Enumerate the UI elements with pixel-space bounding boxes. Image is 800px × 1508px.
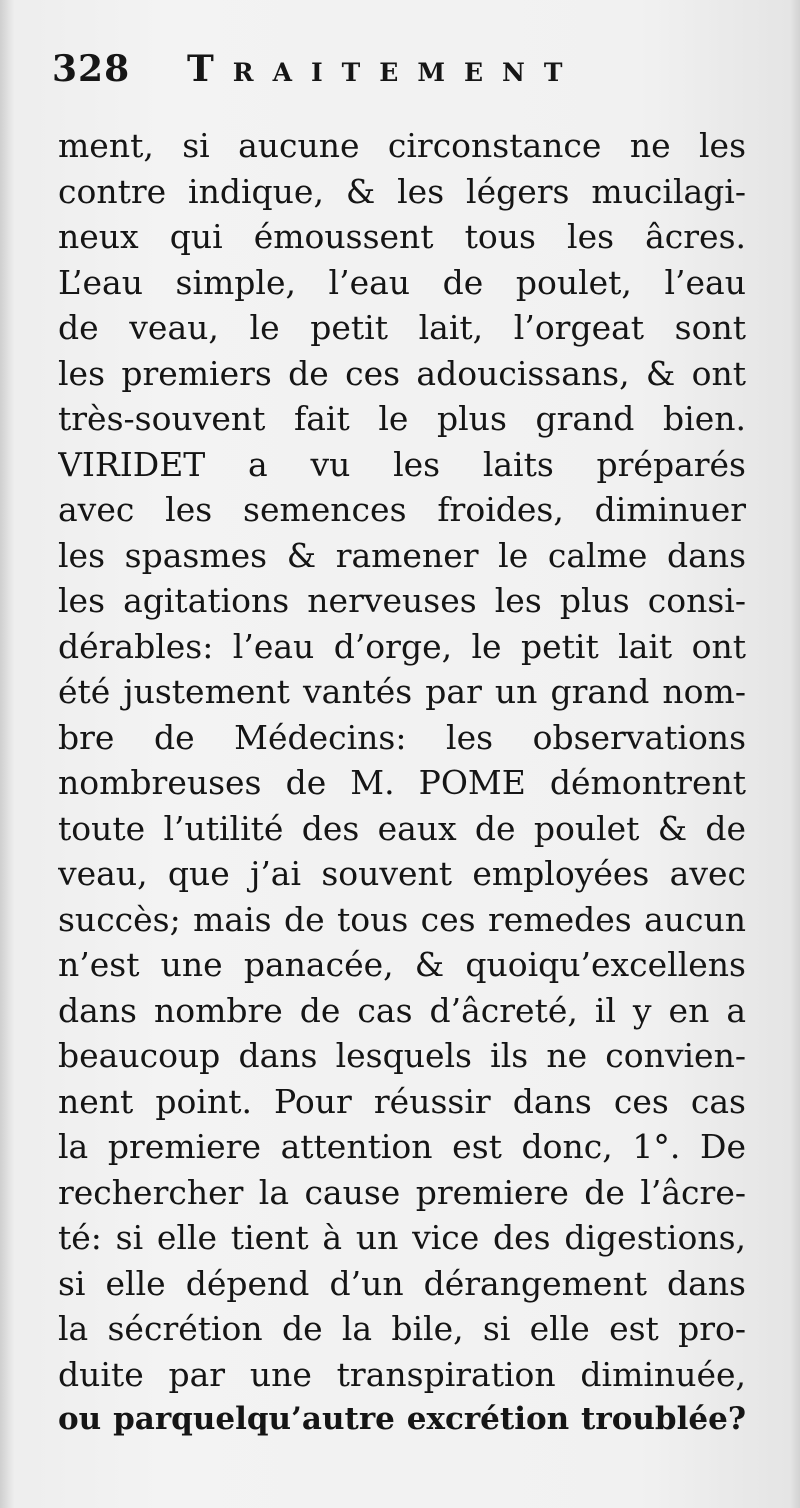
page-header bbox=[52, 48, 652, 98]
text-line: bre de Médecins: les observations bbox=[58, 717, 746, 757]
text-line: dans nombre de cas d’âcreté, il y en a bbox=[58, 990, 746, 1030]
text-line: duite par une transpiration diminuée, bbox=[58, 1354, 746, 1394]
text-line: VIRIDET a vu les laits préparés bbox=[58, 444, 746, 484]
text-line: nombreuses de M. POME démontrent bbox=[58, 763, 746, 802]
text-line: beaucoup dans lesquels ils ne convien- bbox=[58, 1036, 746, 1075]
text-line: ou parquelqu’autre excrétion troublée? bbox=[58, 1401, 746, 1437]
text-line: avec les semences froides, diminuer bbox=[58, 490, 746, 529]
page-number: 328 bbox=[52, 48, 131, 90]
text-line: veau, que j’ai souvent employées avec bbox=[58, 854, 746, 893]
running-head: Traitement bbox=[187, 48, 582, 90]
text-line: si elle dépend d’un dérangement dans bbox=[58, 1263, 746, 1303]
text-line: très-souvent fait le plus grand bien. bbox=[58, 399, 746, 438]
text-line: n’est une panacée, & quoiqu’excellens bbox=[58, 945, 746, 984]
text-line: rechercher la cause premiere de l’âcre- bbox=[58, 1172, 746, 1212]
text-line: les premiers de ces adoucissans, & ont bbox=[58, 353, 746, 393]
page-edge-left bbox=[0, 0, 14, 1508]
page-edge-right bbox=[790, 0, 800, 1508]
text-line: succès; mais de tous ces remedes aucun bbox=[58, 899, 746, 939]
text-line: dérables: l’eau d’orge, le petit lait ont bbox=[58, 626, 746, 666]
text-line: neux qui émoussent tous les âcres. bbox=[58, 217, 746, 256]
text-line: de veau, le petit lait, l’orgeat sont bbox=[58, 308, 746, 347]
text-line: nent point. Pour réussir dans ces cas bbox=[58, 1081, 746, 1121]
text-line: toute l’utilité des eaux de poulet & de bbox=[58, 808, 746, 848]
text-line: été justement vantés par un grand nom- bbox=[58, 672, 746, 711]
text-line: les spasmes & ramener le calme dans bbox=[58, 535, 746, 575]
text-line: la sécrétion de la bile, si elle est pro- bbox=[58, 1309, 746, 1348]
text-line: ment, si aucune circonstance ne les bbox=[58, 126, 746, 165]
body-text bbox=[58, 123, 746, 1443]
text-line: contre indique, & les légers mucilagi- bbox=[58, 171, 746, 211]
text-line: té: si elle tient à un vice des digestions, bbox=[58, 1218, 746, 1257]
text-line: les agitations nerveuses les plus consi- bbox=[58, 581, 746, 620]
text-line: L’eau simple, l’eau de poulet, l’eau bbox=[58, 262, 746, 302]
text-line: la premiere attention est donc, 1°. De bbox=[58, 1127, 746, 1166]
